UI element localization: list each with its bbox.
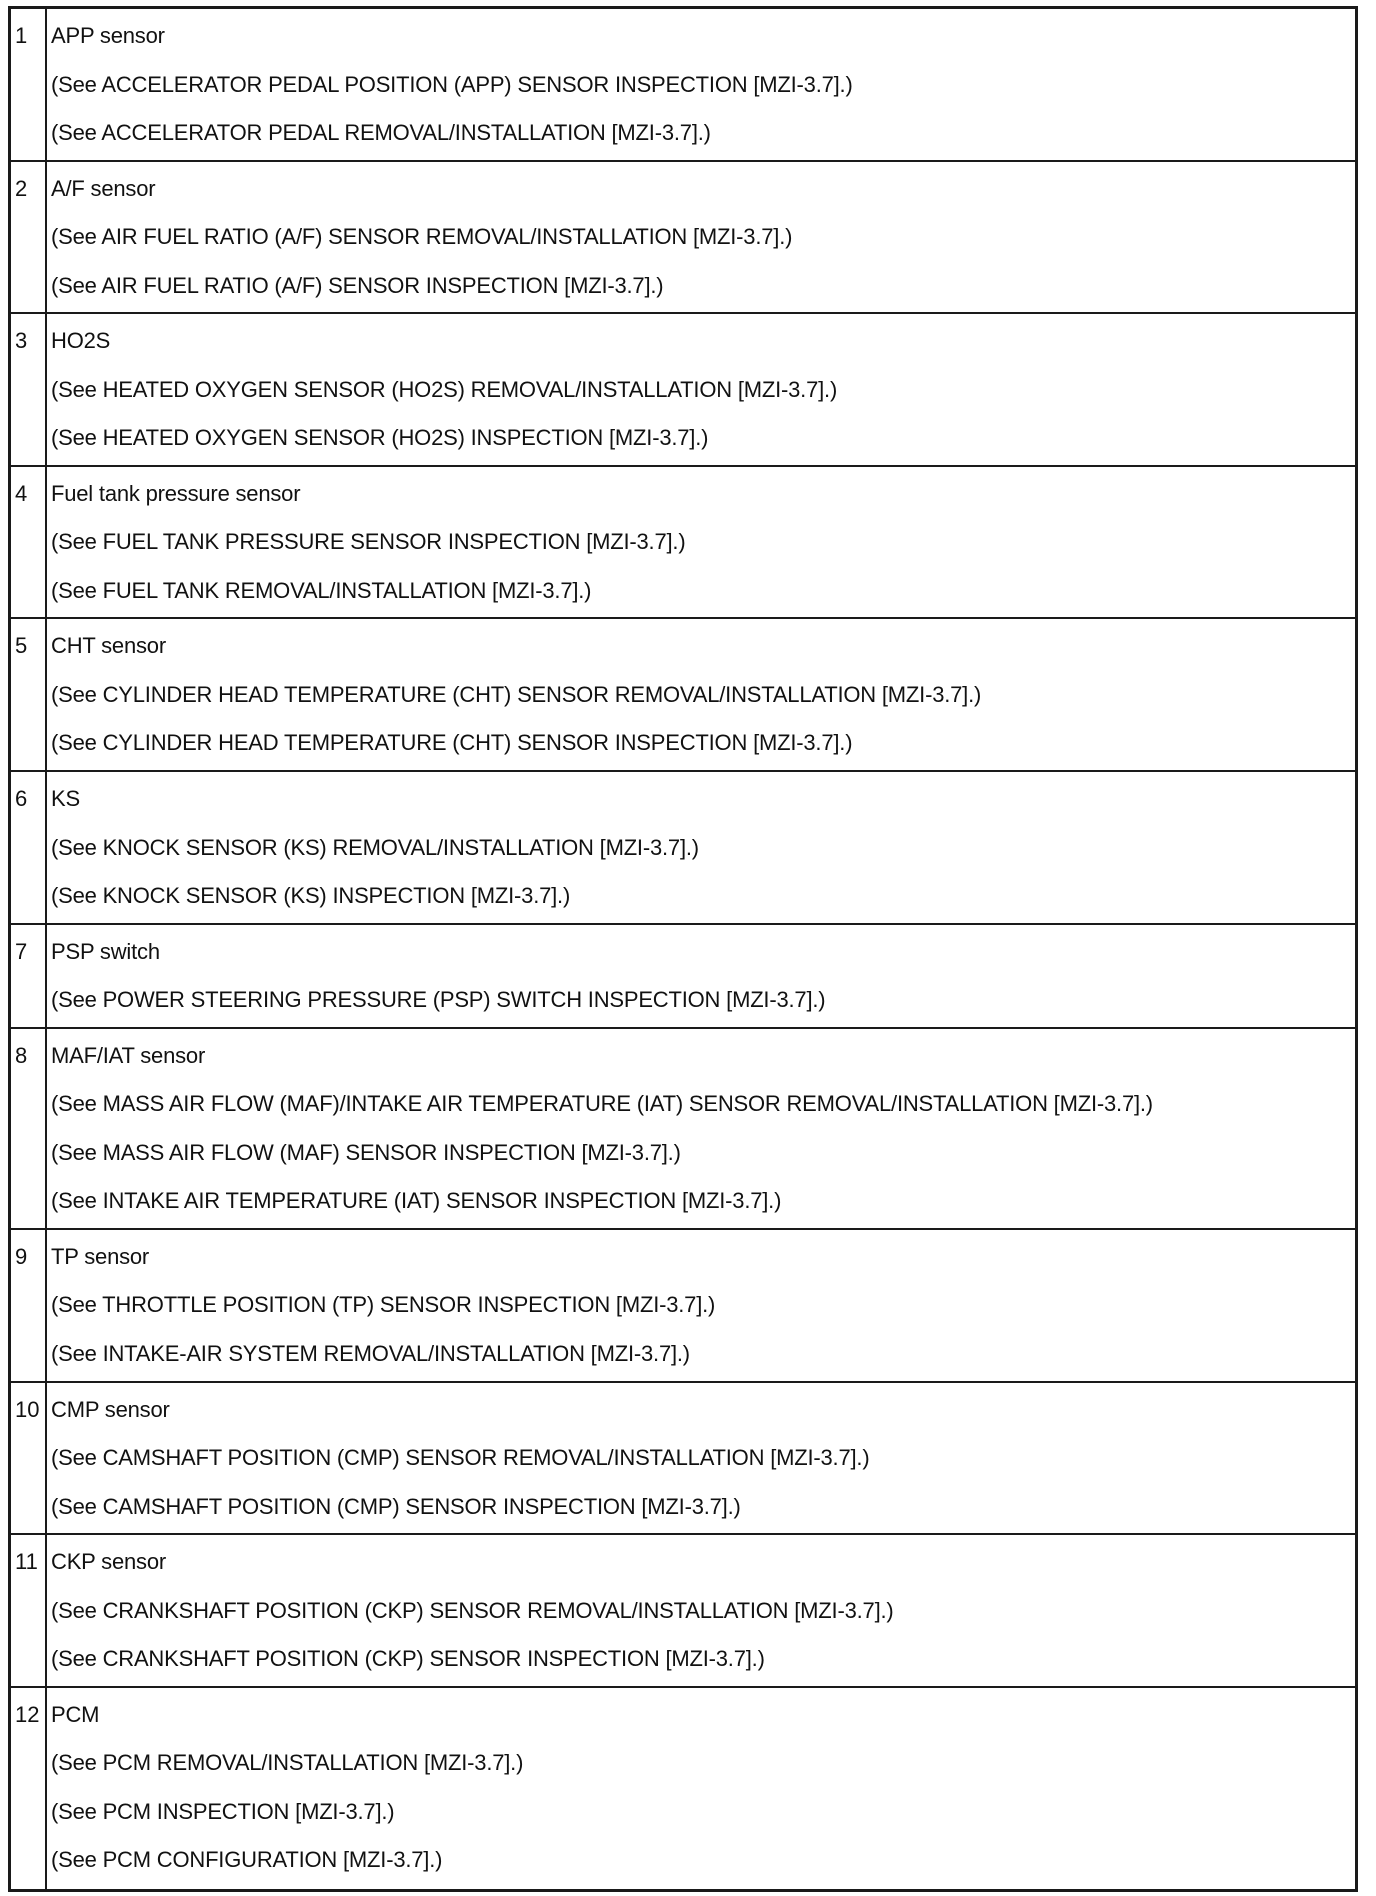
row-number: 11 bbox=[11, 1535, 47, 1686]
row-number: 2 bbox=[11, 162, 47, 313]
table-row bbox=[11, 314, 1355, 467]
table-row bbox=[11, 1383, 1355, 1536]
procedure-reference-link[interactable]: (See CYLINDER HEAD TEMPERATURE (CHT) SENSOR REMOVAL/INSTALLATION [MZI-3.7].) bbox=[51, 681, 982, 707]
table-row bbox=[11, 467, 1355, 620]
row-content bbox=[47, 772, 1355, 923]
component-name: MAF/IAT sensor bbox=[51, 1042, 206, 1068]
row-content bbox=[47, 1230, 1355, 1381]
component-reference-table bbox=[8, 6, 1358, 1892]
row-content bbox=[47, 925, 1355, 1027]
procedure-reference-link[interactable]: (See CRANKSHAFT POSITION (CKP) SENSOR REMOVAL/INSTALLATION [MZI-3.7].) bbox=[51, 1597, 894, 1623]
procedure-reference-link[interactable]: (See FUEL TANK PRESSURE SENSOR INSPECTION [MZI-3.7].) bbox=[51, 529, 686, 555]
table-row bbox=[11, 9, 1355, 162]
row-content bbox=[47, 1383, 1355, 1534]
procedure-reference-link[interactable]: (See AIR FUEL RATIO (A/F) SENSOR INSPECTION [MZI-3.7].) bbox=[51, 272, 664, 298]
row-content bbox=[47, 619, 1355, 770]
component-name: APP sensor bbox=[51, 23, 165, 48]
procedure-reference-link[interactable]: (See POWER STEERING PRESSURE (PSP) SWITCH INSPECTION [MZI-3.7].) bbox=[51, 987, 826, 1013]
procedure-reference-link[interactable]: (See ACCELERATOR PEDAL POSITION (APP) SENSOR INSPECTION [MZI-3.7].) bbox=[51, 71, 853, 97]
row-content bbox=[47, 162, 1355, 313]
table-row bbox=[11, 1535, 1355, 1688]
table-body bbox=[11, 9, 1355, 1889]
table-row bbox=[11, 925, 1355, 1029]
procedure-reference-link[interactable]: (See KNOCK SENSOR (KS) REMOVAL/INSTALLATION [MZI-3.7].) bbox=[51, 834, 699, 860]
table-row bbox=[11, 772, 1355, 925]
table-row bbox=[11, 619, 1355, 772]
row-number: 5 bbox=[11, 619, 47, 770]
procedure-reference-link[interactable]: (See CAMSHAFT POSITION (CMP) SENSOR INSPECTION [MZI-3.7].) bbox=[51, 1493, 741, 1519]
component-name: CKP sensor bbox=[51, 1549, 166, 1575]
component-name: PCM bbox=[51, 1701, 100, 1727]
procedure-reference-link[interactable]: (See THROTTLE POSITION (TP) SENSOR INSPECTION [MZI-3.7].) bbox=[51, 1292, 716, 1318]
procedure-reference-link[interactable]: (See CAMSHAFT POSITION (CMP) SENSOR REMOVAL/INSTALLATION [MZI-3.7].) bbox=[51, 1445, 870, 1471]
row-number: 9 bbox=[11, 1230, 47, 1381]
table-row bbox=[11, 1029, 1355, 1230]
table-row bbox=[11, 1230, 1355, 1383]
component-name: CMP sensor bbox=[51, 1396, 170, 1422]
procedure-reference-link[interactable]: (See CYLINDER HEAD TEMPERATURE (CHT) SENSOR INSPECTION [MZI-3.7].) bbox=[51, 730, 853, 756]
row-content bbox=[47, 467, 1355, 618]
row-content bbox=[47, 1688, 1355, 1889]
procedure-reference-link[interactable]: (See FUEL TANK REMOVAL/INSTALLATION [MZI-3.7].) bbox=[51, 577, 592, 603]
procedure-reference-link[interactable]: (See HEATED OXYGEN SENSOR (HO2S) REMOVAL/INSTALLATION [MZI-3.7].) bbox=[51, 376, 838, 402]
procedure-reference-link[interactable]: (See PCM CONFIGURATION [MZI-3.7].) bbox=[51, 1847, 443, 1873]
row-number: 6 bbox=[11, 772, 47, 923]
row-number: 1 bbox=[11, 9, 47, 160]
procedure-reference-link[interactable]: (See PCM REMOVAL/INSTALLATION [MZI-3.7].) bbox=[51, 1750, 524, 1776]
procedure-reference-link[interactable]: (See CRANKSHAFT POSITION (CKP) SENSOR INSPECTION [MZI-3.7].) bbox=[51, 1646, 765, 1672]
component-name: Fuel tank pressure sensor bbox=[51, 480, 301, 506]
procedure-reference-link[interactable]: (See MASS AIR FLOW (MAF)/INTAKE AIR TEMPERATURE (IAT) SENSOR REMOVAL/INSTALLATION [MZI-3.7].) bbox=[51, 1091, 1153, 1117]
row-content bbox=[47, 1029, 1355, 1228]
row-number: 3 bbox=[11, 314, 47, 465]
procedure-reference-link[interactable]: (See HEATED OXYGEN SENSOR (HO2S) INSPECTION [MZI-3.7].) bbox=[51, 425, 709, 451]
component-name: CHT sensor bbox=[51, 633, 166, 659]
procedure-reference-link[interactable]: (See PCM INSPECTION [MZI-3.7].) bbox=[51, 1798, 395, 1824]
component-name: A/F sensor bbox=[51, 175, 156, 201]
procedure-reference-link[interactable]: (See AIR FUEL RATIO (A/F) SENSOR REMOVAL/INSTALLATION [MZI-3.7].) bbox=[51, 224, 793, 250]
procedure-reference-link[interactable]: (See INTAKE-AIR SYSTEM REMOVAL/INSTALLATION [MZI-3.7].) bbox=[51, 1340, 690, 1366]
component-name: HO2S bbox=[51, 328, 111, 354]
row-number: 10 bbox=[11, 1383, 47, 1534]
row-number: 7 bbox=[11, 925, 47, 1027]
procedure-reference-link[interactable]: (See INTAKE AIR TEMPERATURE (IAT) SENSOR INSPECTION [MZI-3.7].) bbox=[51, 1188, 782, 1214]
procedure-reference-link[interactable]: (See MASS AIR FLOW (MAF) SENSOR INSPECTION [MZI-3.7].) bbox=[51, 1139, 681, 1165]
component-name: TP sensor bbox=[51, 1243, 150, 1269]
component-name: KS bbox=[51, 786, 80, 812]
row-content bbox=[47, 9, 1355, 160]
table-row bbox=[11, 1688, 1355, 1889]
row-content bbox=[47, 314, 1355, 465]
row-number: 8 bbox=[11, 1029, 47, 1228]
row-content bbox=[47, 1535, 1355, 1686]
procedure-reference-link[interactable]: (See KNOCK SENSOR (KS) INSPECTION [MZI-3.7].) bbox=[51, 883, 571, 909]
row-number: 4 bbox=[11, 467, 47, 618]
procedure-reference-link[interactable]: (See ACCELERATOR PEDAL REMOVAL/INSTALLATION [MZI-3.7].) bbox=[51, 120, 711, 146]
row-number: 12 bbox=[11, 1688, 47, 1889]
table-row bbox=[11, 162, 1355, 315]
component-name: PSP switch bbox=[51, 938, 160, 964]
